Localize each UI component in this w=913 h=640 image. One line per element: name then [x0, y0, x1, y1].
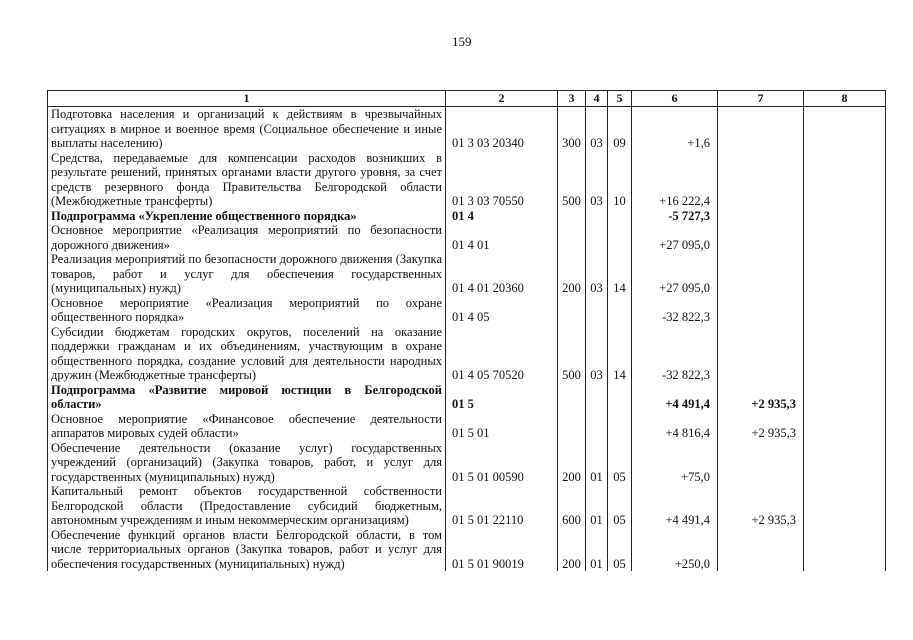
row-col3-cell: 600	[558, 484, 586, 528]
row-code-cell: 01 4 01 20360	[446, 252, 558, 296]
row-col3-cell	[558, 296, 586, 325]
row-col4-cell	[586, 223, 608, 252]
header-col-6: 6	[632, 91, 718, 107]
row-name-cell: Подпрограмма «Укрепление общественного порядка»	[48, 209, 446, 224]
row-col5-cell: 10	[608, 151, 632, 209]
row-col7-amount	[718, 151, 804, 209]
row-col3-cell	[558, 412, 586, 441]
row-code-cell: 01 4 01	[446, 223, 558, 252]
row-col3-cell: 300	[558, 107, 586, 151]
row-col3-cell	[558, 383, 586, 412]
row-col4-cell: 03	[586, 252, 608, 296]
row-col5-cell: 05	[608, 484, 632, 528]
row-col6-amount: +27 095,0	[632, 252, 718, 296]
row-col7-amount	[718, 252, 804, 296]
row-col6-amount: +4 491,4	[632, 383, 718, 412]
row-col7-amount: +2 935,3	[718, 484, 804, 528]
header-col-1: 1	[48, 91, 446, 107]
row-code-cell: 01 4 05	[446, 296, 558, 325]
table-row	[48, 209, 886, 224]
row-col3-cell: 200	[558, 252, 586, 296]
row-col8-cell	[804, 151, 886, 209]
table-row	[48, 252, 886, 296]
row-name-cell: Подготовка населения и организаций к действиям в чрезвычайных ситуациях в мирное и военное время (Социальное обеспечение и иные выплаты населению)	[48, 107, 446, 151]
row-code-cell: 01 5 01 22110	[446, 484, 558, 528]
row-col5-cell: 14	[608, 325, 632, 383]
row-name-cell: Основное мероприятие «Финансовое обеспечение деятельности аппаратов мировых судей области»	[48, 412, 446, 441]
row-col7-amount: +2 935,3	[718, 412, 804, 441]
row-col8-cell	[804, 107, 886, 151]
row-name-cell: Основное мероприятие «Реализация мероприятий по охране общественного порядка»	[48, 296, 446, 325]
row-code-cell: 01 4 05 70520	[446, 325, 558, 383]
row-col7-amount	[718, 528, 804, 572]
row-col5-cell	[608, 412, 632, 441]
row-name-cell: Обеспечение функций органов власти Белгородской области, в том числе территориальных органов (Закупка товаров, работ и услуг для обеспечения государственных (муниципальных) нужд)	[48, 528, 446, 572]
row-col5-cell: 09	[608, 107, 632, 151]
row-col6-amount: +16 222,4	[632, 151, 718, 209]
row-col8-cell	[804, 296, 886, 325]
row-col5-cell	[608, 383, 632, 412]
table-row	[48, 484, 886, 528]
row-name-cell: Подпрограмма «Развитие мировой юстиции в Белгородской области»	[48, 383, 446, 412]
row-col7-amount	[718, 223, 804, 252]
row-code-cell: 01 5 01 90019	[446, 528, 558, 572]
row-col3-cell: 500	[558, 325, 586, 383]
row-col5-cell: 05	[608, 441, 632, 485]
header-col-7: 7	[718, 91, 804, 107]
header-col-5: 5	[608, 91, 632, 107]
row-col3-cell: 500	[558, 151, 586, 209]
row-col4-cell: 01	[586, 528, 608, 572]
table-row	[48, 107, 886, 151]
budget-table	[47, 90, 886, 571]
row-code-cell: 01 3 03 70550	[446, 151, 558, 209]
row-col6-amount: +75,0	[632, 441, 718, 485]
row-col6-amount: -5 727,3	[632, 209, 718, 224]
row-col8-cell	[804, 412, 886, 441]
table-row	[48, 151, 886, 209]
row-code-cell: 01 5 01 00590	[446, 441, 558, 485]
row-col8-cell	[804, 383, 886, 412]
row-col5-cell: 05	[608, 528, 632, 572]
table-row	[48, 296, 886, 325]
row-col7-amount: +2 935,3	[718, 383, 804, 412]
row-col6-amount: +1,6	[632, 107, 718, 151]
row-code-cell: 01 4	[446, 209, 558, 224]
row-col3-cell	[558, 209, 586, 224]
row-col3-cell	[558, 223, 586, 252]
row-col5-cell	[608, 296, 632, 325]
row-col3-cell: 200	[558, 441, 586, 485]
row-col4-cell	[586, 209, 608, 224]
table-row	[48, 412, 886, 441]
row-col7-amount	[718, 209, 804, 224]
row-col8-cell	[804, 325, 886, 383]
row-col8-cell	[804, 252, 886, 296]
row-col6-amount: +27 095,0	[632, 223, 718, 252]
row-name-cell: Средства, передаваемые для компенсации расходов возникших в результате решений, принятых органами власти другого уровня, за счет средств резервного фонда Правительства Белгородской области (Межбюджетные трансферты)	[48, 151, 446, 209]
table-row	[48, 383, 886, 412]
row-col8-cell	[804, 209, 886, 224]
row-col5-cell	[608, 223, 632, 252]
table-row	[48, 223, 886, 252]
row-col4-cell: 01	[586, 441, 608, 485]
row-name-cell: Субсидии бюджетам городских округов, поселений на оказание поддержки гражданам и их объединениям, участвующим в охране общественного порядка, создание условий для деятельности народных дружин (Межбюджетные трансферты)	[48, 325, 446, 383]
row-col7-amount	[718, 441, 804, 485]
row-col4-cell: 01	[586, 484, 608, 528]
row-col6-amount: -32 822,3	[632, 296, 718, 325]
row-col6-amount: +4 491,4	[632, 484, 718, 528]
row-col8-cell	[804, 441, 886, 485]
row-name-cell: Обеспечение деятельности (оказание услуг) государственных учреждений (организаций) (Закупка товаров, работ, и услуг для государственных (муниципальных) нужд)	[48, 441, 446, 485]
row-col4-cell	[586, 296, 608, 325]
header-col-2: 2	[446, 91, 558, 107]
header-col-4: 4	[586, 91, 608, 107]
row-col4-cell: 03	[586, 325, 608, 383]
row-col5-cell: 14	[608, 252, 632, 296]
row-code-cell: 01 5 01	[446, 412, 558, 441]
row-col8-cell	[804, 484, 886, 528]
row-col6-amount: -32 822,3	[632, 325, 718, 383]
row-col8-cell	[804, 528, 886, 572]
row-col4-cell	[586, 383, 608, 412]
row-col4-cell: 03	[586, 107, 608, 151]
row-name-cell: Реализация мероприятий по безопасности дорожного движения (Закупка товаров, работ и услуг для обеспечения государственных (муниципальных) нужд)	[48, 252, 446, 296]
row-code-cell: 01 3 03 20340	[446, 107, 558, 151]
table-header-row	[48, 91, 886, 107]
page-number: 159	[452, 34, 472, 49]
row-col7-amount	[718, 296, 804, 325]
row-name-cell: Капитальный ремонт объектов государственной собственности Белгородской области (Предоставление субсидий бюджетным, автономным учреждениям и иным некоммерческим организациям)	[48, 484, 446, 528]
row-col7-amount	[718, 107, 804, 151]
row-col6-amount: +250,0	[632, 528, 718, 572]
row-col5-cell	[608, 209, 632, 224]
table-row	[48, 528, 886, 572]
row-col3-cell: 200	[558, 528, 586, 572]
header-col-8: 8	[804, 91, 886, 107]
row-col6-amount: +4 816,4	[632, 412, 718, 441]
table-row	[48, 441, 886, 485]
row-col8-cell	[804, 223, 886, 252]
header-col-3: 3	[558, 91, 586, 107]
row-col4-cell	[586, 412, 608, 441]
row-name-cell: Основное мероприятие «Реализация мероприятий по безопасности дорожного движения»	[48, 223, 446, 252]
table-row	[48, 325, 886, 383]
row-col4-cell: 03	[586, 151, 608, 209]
row-code-cell: 01 5	[446, 383, 558, 412]
row-col7-amount	[718, 325, 804, 383]
